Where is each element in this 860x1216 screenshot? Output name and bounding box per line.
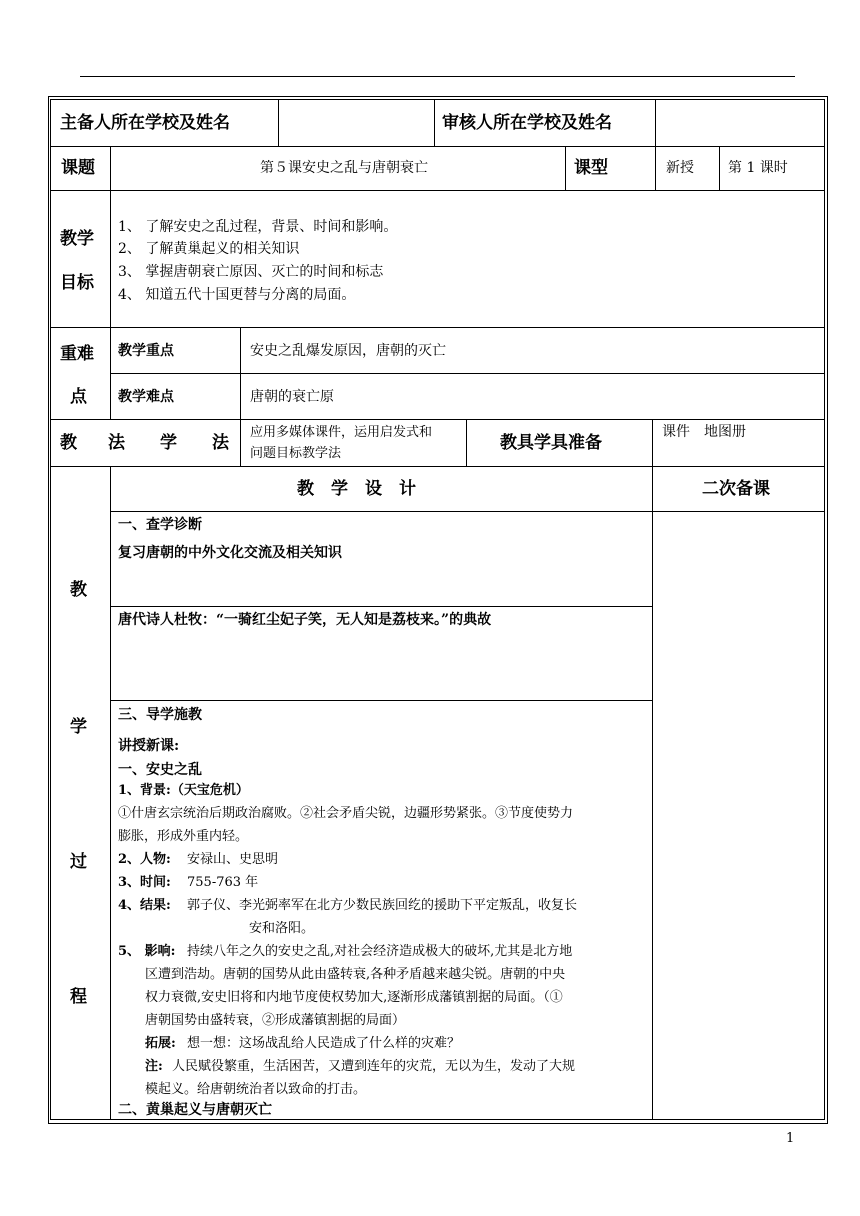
process-label-char: 过	[70, 852, 87, 872]
difficulty-label-1: 重难	[60, 344, 94, 364]
goal-item: 4、 知道五代十国更替与分离的局面。	[118, 287, 356, 303]
goal-item: 1、 了解安史之乱过程，背景、时间和影响。	[118, 219, 398, 235]
topic-value: 第５课安史之乱与唐朝衰亡	[260, 160, 428, 176]
method-label-char: 法	[108, 433, 125, 453]
method-text-2: 问题目标教学法	[250, 446, 342, 461]
goals-label-2: 目标	[60, 273, 94, 293]
method-text-1: 应用多媒体课件，运用启发式和	[250, 425, 433, 440]
background-label: 1、背景:（天宝危机）	[118, 783, 249, 798]
extension-label: 拓展:	[145, 1036, 176, 1051]
method-label-char: 教	[60, 433, 77, 453]
preparer-label: 主备人所在学校及姓名	[60, 113, 230, 133]
process-label-char: 程	[70, 987, 87, 1007]
impact-label: 5、 影响:	[118, 944, 176, 959]
people-label: 2、人物:	[118, 852, 171, 867]
method-label-char: 法	[212, 433, 229, 453]
part-title: 一、安史之乱	[118, 762, 202, 778]
impact-text: 持续八年之久的安史之乱,对社会经济造成极大的破坏,尤其是北方地	[187, 944, 573, 959]
note-text: 人民赋役繁重，生活困苦，又遭到连年的灾荒，无以为生，发动了大规	[172, 1059, 576, 1074]
section-title: 三、导学施教	[118, 707, 202, 723]
focus-label: 教学重点	[118, 343, 174, 359]
background-text: ①什唐玄宗统治后期政治腐败。②社会矛盾尖锐，边疆形势紧张。③节度使势力	[118, 806, 574, 821]
goals-label-1: 教学	[60, 229, 94, 249]
type-label: 课型	[574, 158, 608, 178]
lecture-label: 讲授新课:	[118, 738, 180, 754]
result-label: 4、结果:	[118, 898, 171, 913]
impact-text: 权力衰微,安史旧将和内地节度使权势加大,逐渐形成藩镇割据的局面。（①	[145, 990, 563, 1005]
design-header: 教 学 设 计	[297, 479, 416, 499]
section-text: 复习唐朝的中外文化交流及相关知识	[118, 545, 342, 561]
type-value: 新授	[666, 160, 694, 176]
goal-item: 2、 了解黄巢起义的相关知识	[118, 241, 300, 257]
page-number: 1	[786, 1131, 795, 1146]
impact-text: 唐朝国势由盛转衰，②形成藩镇割据的局面）	[145, 1013, 406, 1028]
process-label-char: 学	[70, 717, 87, 737]
difficulty-label-2: 点	[70, 387, 87, 407]
reviewer-label: 审核人所在学校及姓名	[442, 113, 612, 133]
tools-label: 教具学具准备	[500, 433, 602, 453]
period-value: 第 1 课时	[728, 160, 788, 176]
hard-value: 唐朝的衰亡原	[250, 389, 334, 405]
topic-label: 课题	[61, 158, 95, 178]
header-rule	[80, 76, 795, 77]
hard-label: 教学难点	[118, 389, 174, 405]
process-label-char: 教	[70, 580, 87, 600]
result-text: 安和洛阳。	[249, 921, 315, 936]
goal-item: 3、 掌握唐朝衰亡原因、灭亡的时间和标志	[118, 264, 384, 280]
tools-value: 课件 地图册	[662, 424, 746, 440]
time-value: 755-763 年	[187, 875, 259, 890]
time-label: 3、时间:	[118, 875, 171, 890]
focus-value: 安史之乱爆发原因，唐朝的灭亡	[250, 343, 446, 359]
section-title: 一、查学诊断	[118, 517, 202, 533]
extension-text: 想一想：这场战乱给人民造成了什么样的灾难？	[187, 1036, 461, 1051]
result-text: 郭子仪、李光弼率军在北方少数民族回纥的援助下平定叛乱，收复长	[187, 898, 578, 913]
method-label-char: 学	[160, 433, 177, 453]
people-value: 安禄山、史思明	[187, 852, 279, 867]
note-text: 模起义。给唐朝统治者以致命的打击。	[145, 1082, 367, 1097]
section-text: 唐代诗人杜牧：“一骑红尘妃子笑，无人知是荔枝来。”的典故	[118, 612, 492, 628]
part-title: 二、黄巢起义与唐朝灭亡	[118, 1102, 272, 1118]
note-label: 注:	[145, 1059, 163, 1074]
second-prep-header: 二次备课	[702, 479, 770, 499]
impact-text: 区遭到浩劫。唐朝的国势从此由盛转衰,各种矛盾越来越尖锐。唐朝的中央	[145, 967, 566, 982]
background-text: 膨胀，形成外重内轻。	[118, 829, 249, 844]
